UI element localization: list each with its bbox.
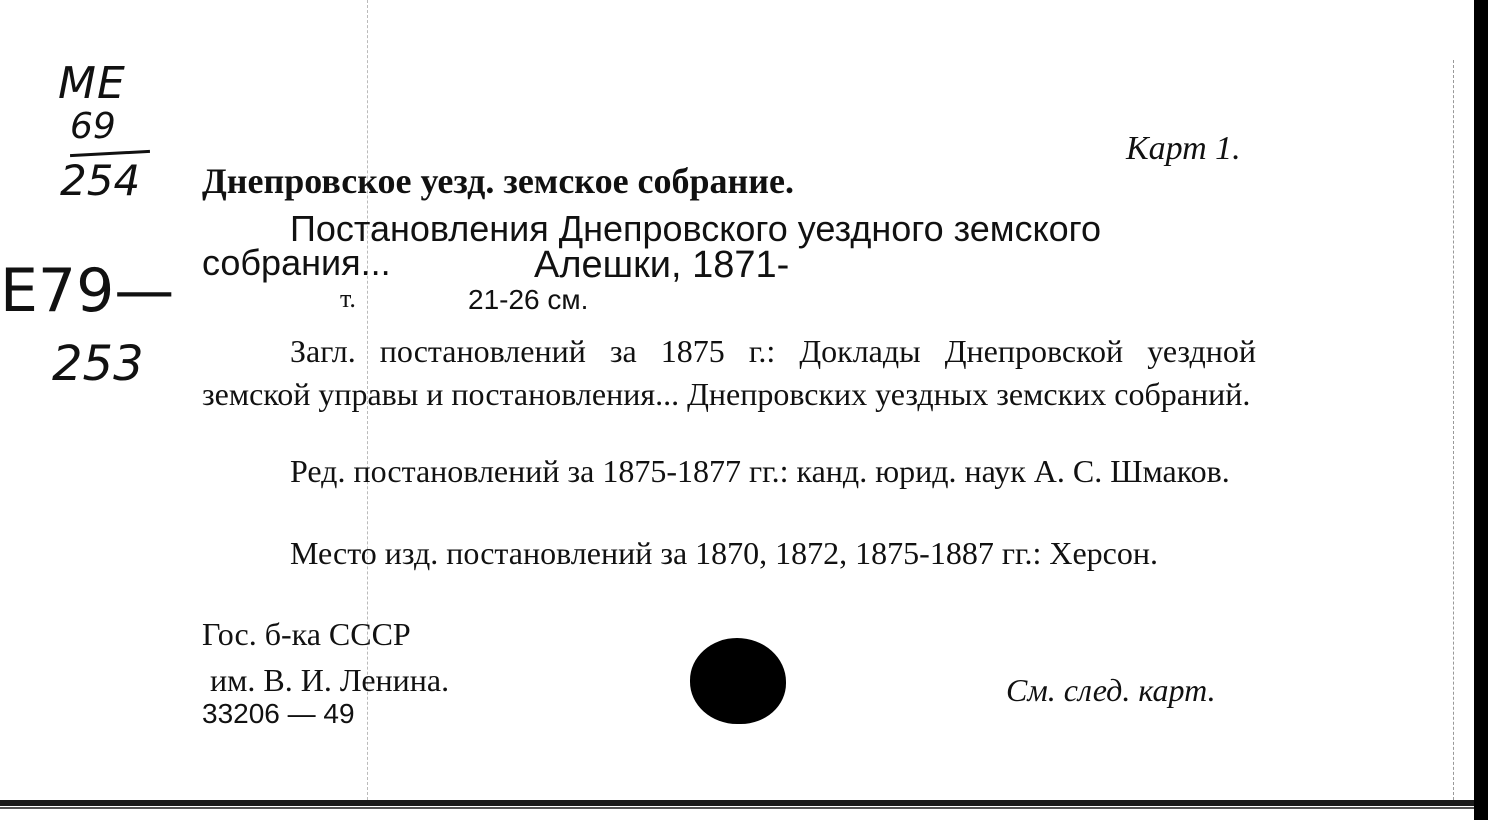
handwritten-shelfmark-4: E79— [0, 256, 175, 326]
see-next-card: См. след. карт. [1006, 672, 1216, 708]
library-name-2: им. В. И. Ленина. [210, 662, 450, 698]
handwritten-shelfmark-2: 69 [70, 106, 116, 147]
author-heading: Днепровское уезд. земское собрание. [202, 161, 795, 201]
catalog-number: 33206 — 49 [202, 698, 355, 729]
ink-blot [690, 638, 786, 724]
title-line-2: собрания... [202, 242, 391, 283]
scan-edge-right [1474, 0, 1488, 820]
library-name: Гос. б-ка СССР [202, 616, 411, 652]
scan-edge-bottom-line [0, 807, 1474, 809]
note-title-variant: Загл. постановлений за 1875 г.: Доклады Днепровской уездной земской управы и постановления... Днепровских уездных земских собраний. [202, 333, 1256, 412]
imprint: Алешки, 1871- [534, 244, 790, 286]
fold-line-right [1453, 60, 1455, 800]
scan-edge-bottom [0, 800, 1474, 806]
title-line-1: Постановления Днепровского уездного земского [290, 208, 1102, 249]
volumes: т. [340, 284, 356, 313]
handwritten-shelfmark-3: 254 [60, 156, 141, 205]
note-place: Место изд. постановлений за 1870, 1872, 1875-1887 гг.: Херсон. [290, 535, 1158, 571]
handwritten-shelfmark-5: 253 [52, 336, 144, 392]
size: 21-26 см. [468, 284, 589, 315]
card-number: Карт 1. [1126, 130, 1241, 167]
note-editor: Ред. постановлений за 1875-1877 гг.: канд. юрид. наук А. С. Шмаков. [290, 453, 1230, 489]
handwritten-shelfmark-1: ME [58, 58, 126, 109]
